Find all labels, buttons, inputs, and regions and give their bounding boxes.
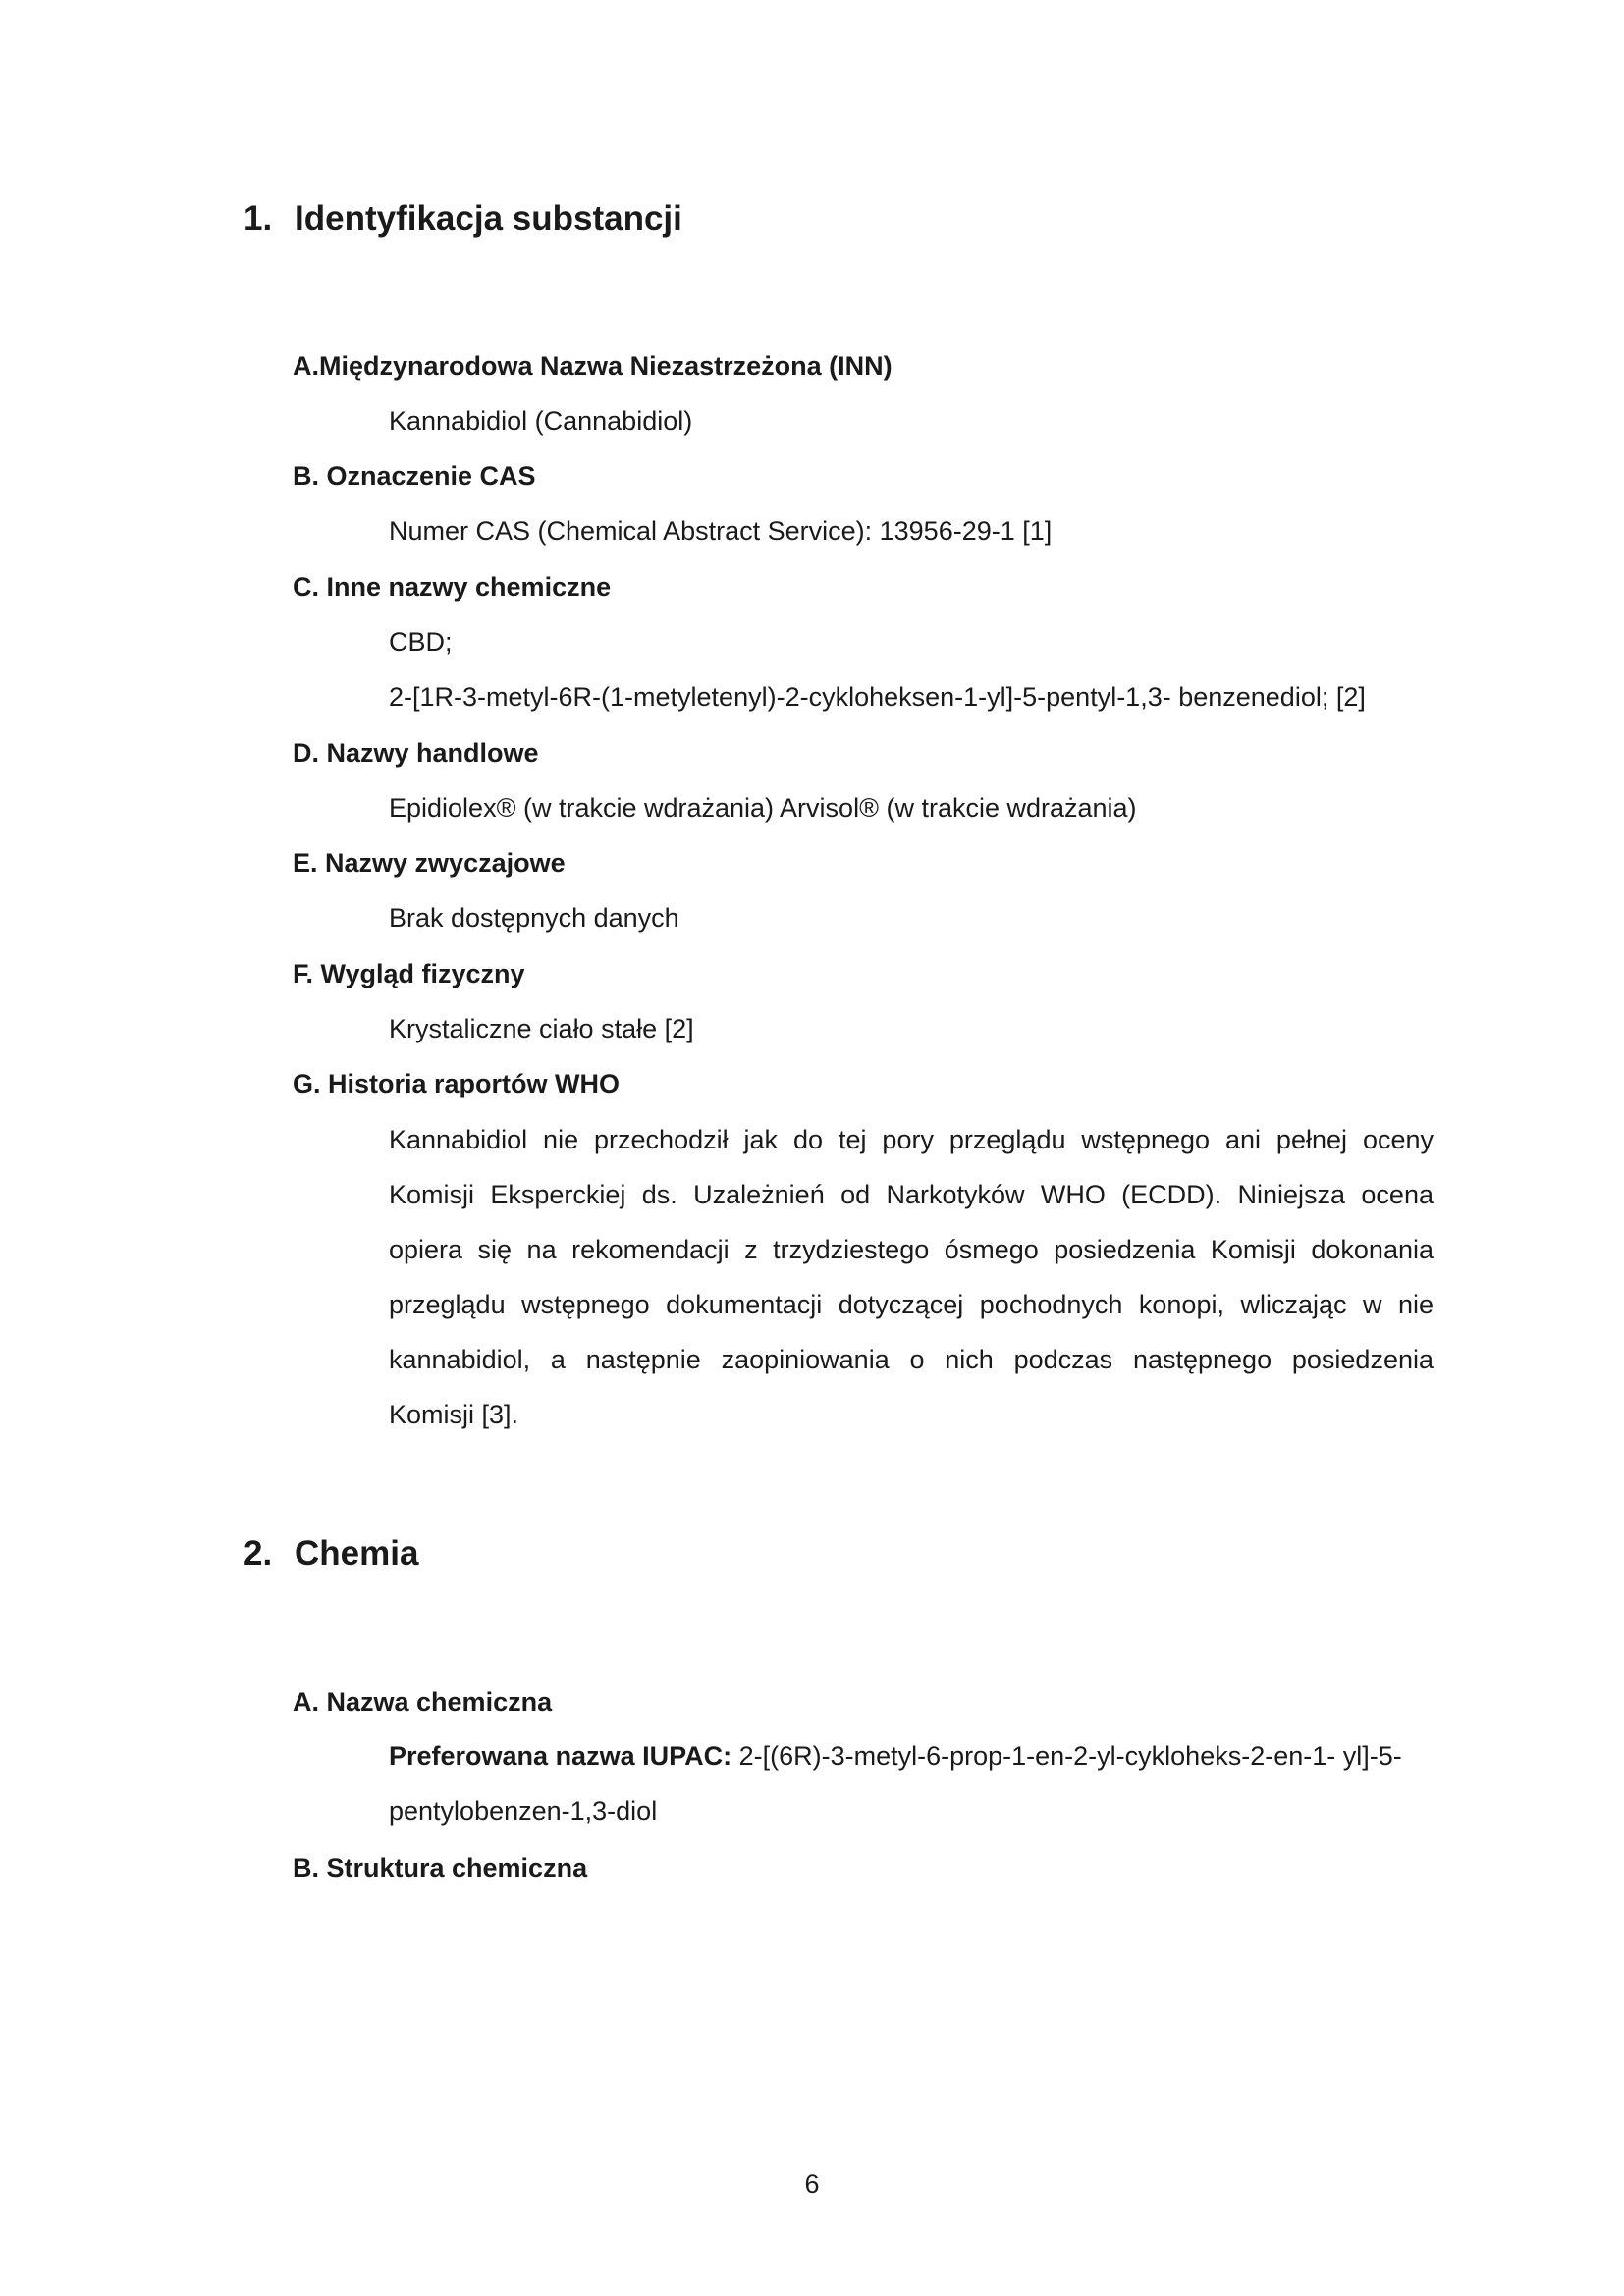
trade-names-value: Epidiolex® (w trakcie wdrażania) Arvisol® (w trakcie wdrażania): [389, 793, 1137, 823]
subheading-trade-names: D. Nazwy handlowe: [293, 738, 539, 768]
iupac-name-block: [389, 1729, 1434, 1839]
section-title: Chemia: [295, 1534, 419, 1573]
other-name-1: CBD;: [389, 627, 453, 657]
appearance-value: Krystaliczne ciało stałe [2]: [389, 1014, 694, 1043]
section-number: 2.: [244, 1534, 273, 1573]
subheading-who-history: G. Historia raportów WHO: [293, 1069, 621, 1098]
iupac-line-1: [389, 1729, 1434, 1784]
paragraph-line: Komisji Eksperckiej ds. Uzależnień od Narkotyków WHO (ECDD). Niniejsza ocena: [389, 1180, 1434, 1209]
paragraph-line: opiera się na rekomendacji z trzydziestego ósmego posiedzenia Komisji dokonania: [389, 1235, 1434, 1264]
iupac-label: Preferowana nazwa IUPAC:: [389, 1741, 732, 1771]
paragraph-line: Kannabidiol nie przechodził jak do tej pory przeglądu wstępnego ani pełnej oceny: [389, 1125, 1434, 1154]
section-1-heading: [244, 199, 682, 239]
section-title: Identyfikacja substancji: [295, 199, 682, 238]
section-number: 1.: [244, 199, 273, 238]
subheading-chemical-structure: B. Struktura chemiczna: [293, 1853, 588, 1883]
common-names-value: Brak dostępnych danych: [389, 903, 679, 933]
page-number: 6: [804, 2169, 820, 2199]
other-name-2: 2-[1R-3-metyl-6R-(1-metyletenyl)-2-cykloheksen-1-yl]-5-pentyl-1,3- benzenediol; [2]: [389, 682, 1366, 712]
subheading-common-names: E. Nazwy zwyczajowe: [293, 848, 566, 878]
who-history-paragraph: [389, 1112, 1434, 1442]
subheading-cas: B. Oznaczenie CAS: [293, 461, 536, 491]
paragraph-line: przeglądu wstępnego dokumentacji dotyczącej pochodnych konopi, wliczając w nie: [389, 1290, 1434, 1319]
subheading-other-names: C. Inne nazwy chemiczne: [293, 572, 612, 602]
paragraph-line: Komisji [3].: [389, 1400, 519, 1429]
subheading-chemical-name: A. Nazwa chemiczna: [293, 1687, 553, 1717]
iupac-name-part-1: 2-[(6R)-3-metyl-6-prop-1-en-2-yl-cykloheks-2-en-1- yl]-5-: [731, 1741, 1402, 1771]
cas-value: Numer CAS (Chemical Abstract Service): 13956-29-1 [1]: [389, 516, 1053, 546]
section-2-heading: [244, 1534, 418, 1574]
inn-value: Kannabidiol (Cannabidiol): [389, 406, 693, 436]
iupac-line-2: pentylobenzen-1,3-diol: [389, 1796, 658, 1826]
paragraph-line: kannabidiol, a następnie zaopiniowania o nich podczas następnego posiedzenia: [389, 1345, 1434, 1374]
subheading-appearance: F. Wygląd fizyczny: [293, 959, 525, 988]
subheading-inn: A.Międzynarodowa Nazwa Niezastrzeżona (INN): [293, 351, 893, 381]
